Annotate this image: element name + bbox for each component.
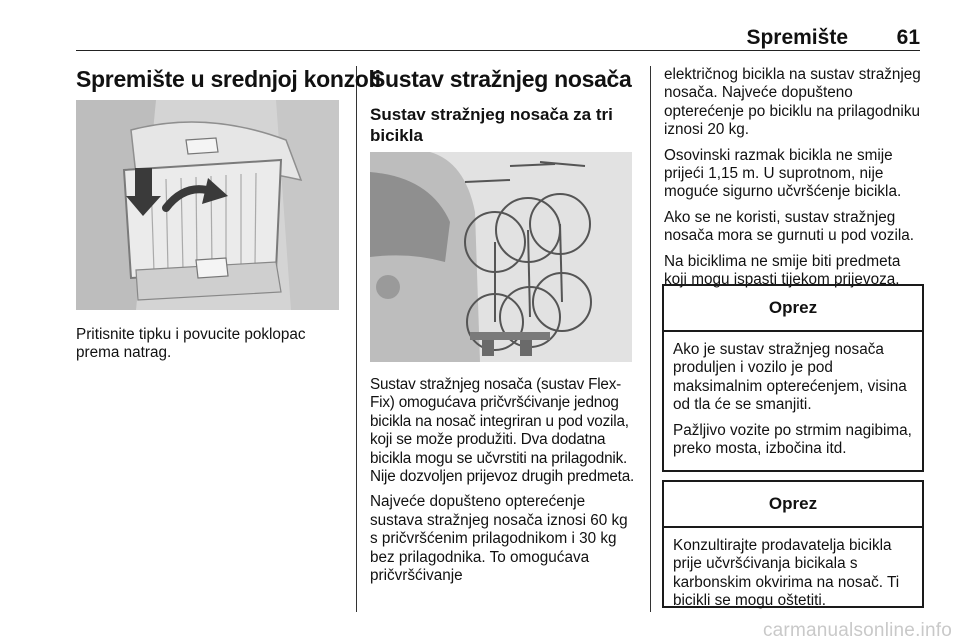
rear-carrier-illustration bbox=[370, 152, 632, 362]
retract-carrier-paragraph: Ako se ne koristi, sustav stražnjeg nosača mora se gurnuti u pod vozila. bbox=[664, 208, 914, 245]
running-header-title: Spremište bbox=[746, 26, 848, 49]
max-load-paragraph: Najveće dopušteno opterećenje sustava stražnjeg nosača iznosi 60 kg s pričvršćenim prilagodnikom i 30 kg bez prilagodnika. To omogućava pričvršćivanje bbox=[370, 493, 628, 585]
middle-column-body bbox=[370, 376, 636, 592]
header-rule bbox=[76, 50, 920, 51]
carrier-description-paragraph: Sustav stražnjeg nosača (sustav Flex-Fix) omogućava pričvršćivanje jednog bicikla na nosač integriran u pod vozila, koji se može produžiti. Dva dodatna bicikla mogu se učvrstiti na prilagodnik. Nije dozvoljen prijevoz drugih predmeta. bbox=[370, 376, 635, 486]
subheading-three-bike-carrier: Sustav stražnjeg nosača za tri bicikla bbox=[370, 105, 613, 145]
section-heading-console-storage: Spremište u srednjoj konzoli bbox=[76, 66, 381, 92]
warning-text: Pažljivo vozite po strmim nagibima, preko mosta, izbočina itd. bbox=[673, 421, 912, 458]
warning-title: Oprez bbox=[664, 482, 922, 528]
right-column-body bbox=[664, 66, 926, 296]
console-storage-caption: Pritisnite tipku i povucite poklopac prema natrag. bbox=[76, 326, 306, 362]
warning-box-ground-clearance bbox=[662, 284, 924, 472]
warning-title: Oprez bbox=[664, 286, 922, 332]
column-divider-left bbox=[356, 66, 357, 612]
page-number: 61 bbox=[896, 26, 920, 49]
site-watermark: carmanualsonline.info bbox=[762, 620, 952, 641]
warning-body bbox=[664, 528, 922, 611]
console-storage-illustration bbox=[76, 100, 339, 310]
loose-items-paragraph: Na biciklima ne smije biti predmeta koji mogu ispasti tijekom prijevoza. bbox=[664, 252, 901, 289]
warning-body bbox=[664, 332, 922, 458]
warning-text: Konzultirajte prodavatelja bicikla prije učvršćivanja bicikala s karbonskim okvirima na nosač. Ti bicikli se mogu oštetiti. bbox=[673, 537, 900, 610]
ebike-load-paragraph: električnog bicikla na sustav stražnjeg nosača. Najveće dopušteno opterećenje po biciklu na prilagodniku iznosi 20 kg. bbox=[664, 66, 921, 139]
section-heading-rear-carrier: Sustav stražnjeg nosača bbox=[370, 66, 632, 92]
column-divider-right bbox=[650, 66, 651, 612]
wheelbase-paragraph: Osovinski razmak bicikla ne smije prijeći 1,15 m. U suprotnom, nije moguće sigurno učvršćenje bicikla. bbox=[664, 146, 902, 201]
warning-box-carbon-frames bbox=[662, 480, 924, 608]
warning-text: Ako je sustav stražnjeg nosača produljen i vozilo je pod maksimalnim opterećenjem, visina od tla će se smanjiti. bbox=[673, 341, 907, 414]
